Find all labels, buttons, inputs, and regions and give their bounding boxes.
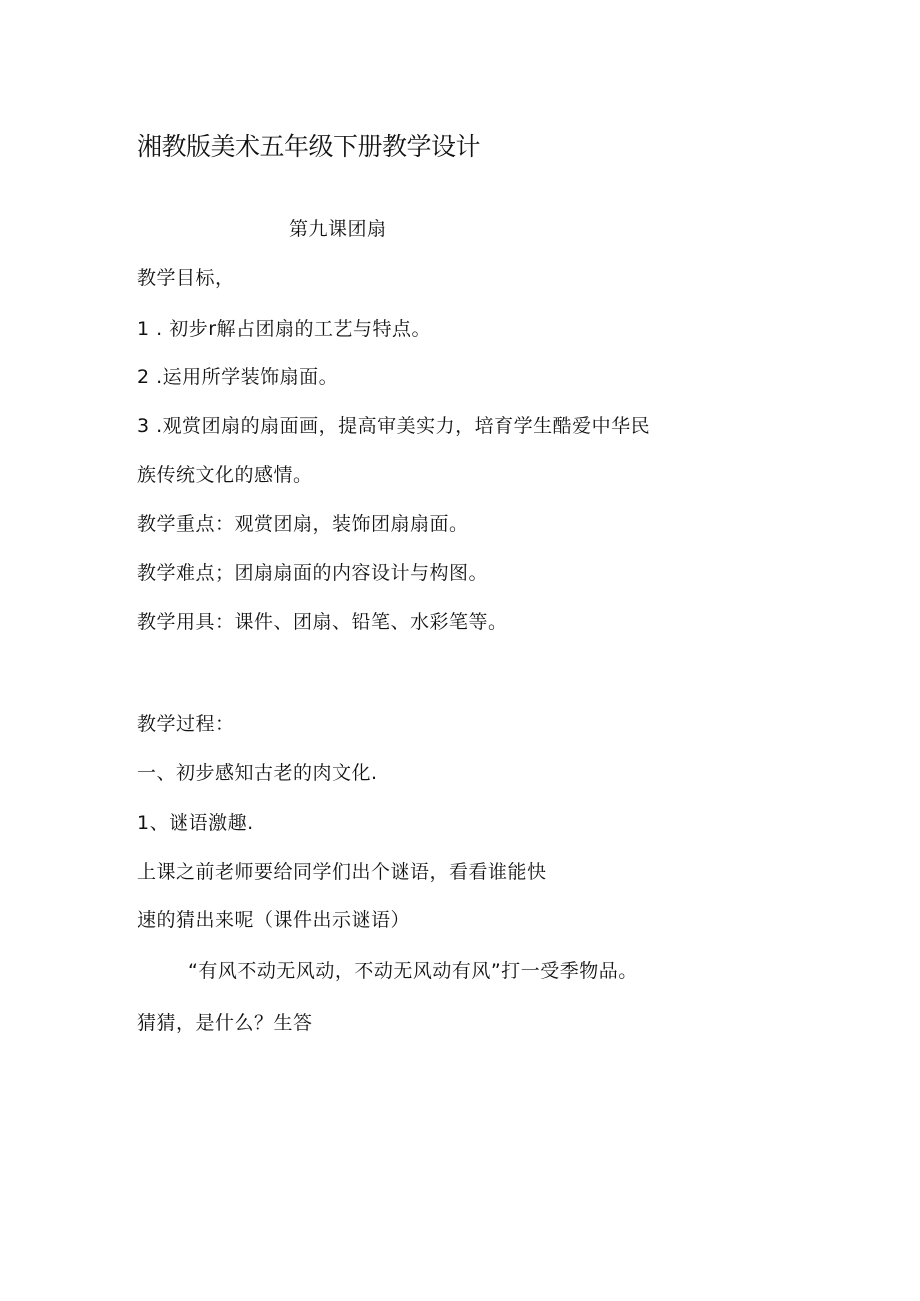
objective-3: 3 .观赏团扇的扇面画，提高审美实力，培育学生酷爱中华民 <box>137 415 651 437</box>
objectives-heading: 教学目标， <box>137 267 235 289</box>
step-1-heading: 1、谜语激趣. <box>137 812 254 834</box>
document-title: 湘教版美术五年级下册教学设计 <box>137 132 481 161</box>
difficulties: 教学难点；团扇扇面的内容设计与构图。 <box>137 562 489 584</box>
key-points: 教学重点：观赏团扇，装饰团扇扇面。 <box>137 513 469 535</box>
teaching-tools: 教学用具：课件、团扇、铅笔、水彩笔等。 <box>137 611 508 633</box>
paragraph-line: 上课之前老师要给同学们出个谜语，看看谁能快 <box>137 861 547 883</box>
section-1-heading: 一、初步感知古老的肉文化. <box>137 762 378 784</box>
objective-2: 2 .运用所学装饰扇面。 <box>137 366 339 388</box>
process-heading: 教学过程： <box>137 713 235 735</box>
paragraph-line: 猜猜，是什么？生答 <box>137 1012 313 1034</box>
lesson-title: 第九课团扇 <box>289 218 387 240</box>
objective-1: 1 . 初步r解占团扇的工艺与特点。 <box>137 318 432 340</box>
objective-3-continued: 族传统文化的感情。 <box>137 464 313 486</box>
riddle-quote: “有风不动无风动，不动无风动有风”打一受季物品。 <box>188 960 638 982</box>
paragraph-line: 速的猜出来呢（课件出示谜语） <box>137 909 411 931</box>
